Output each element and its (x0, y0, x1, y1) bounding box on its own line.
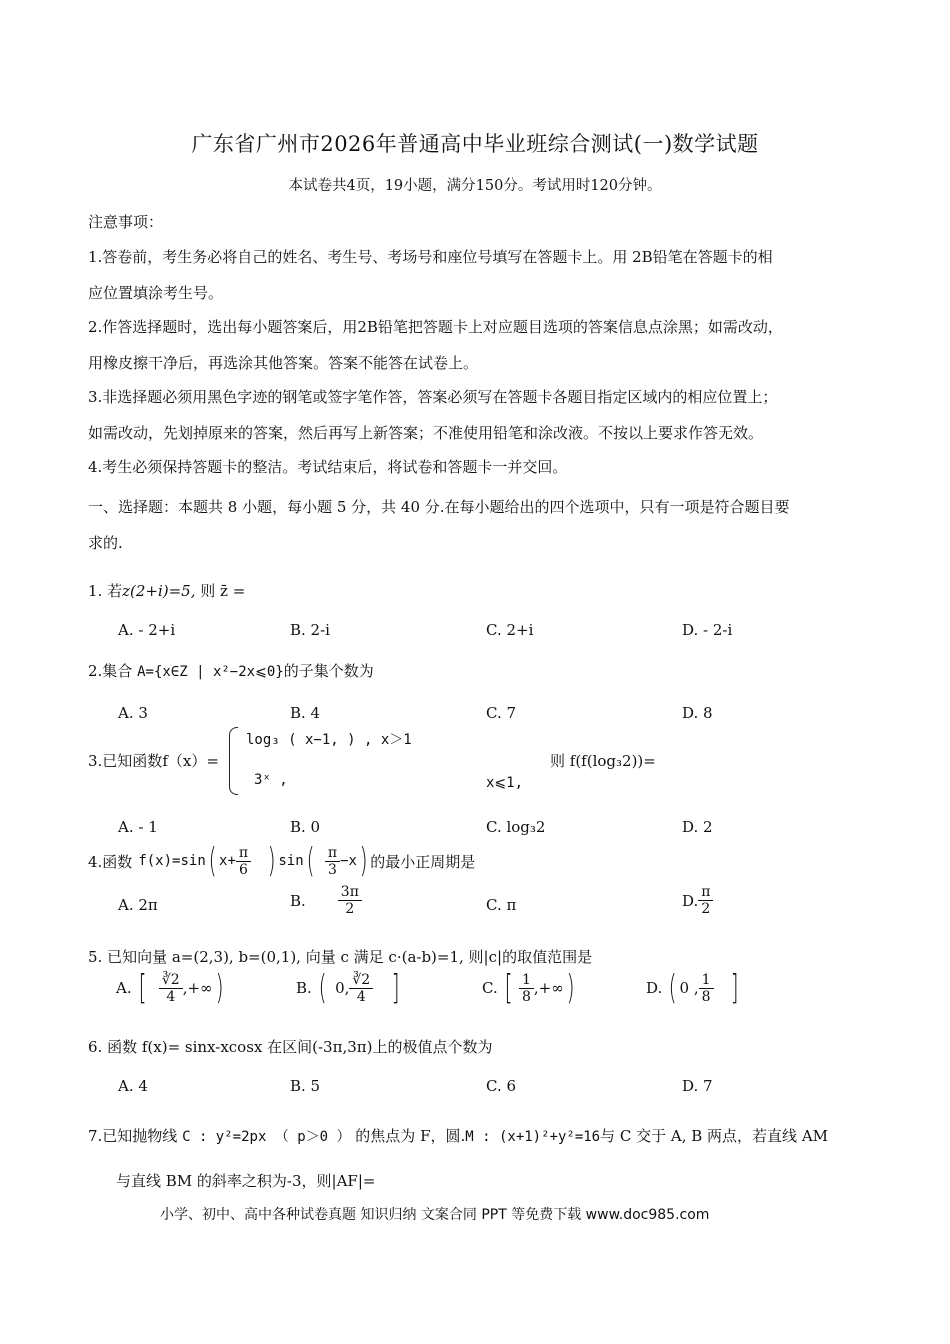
q2-option-d: D. 8 (682, 704, 713, 722)
q7-circle: M : (x+1)²+y²=16 (465, 1129, 601, 1145)
q5-b-num: ∛2 (349, 972, 373, 989)
q5-option-c (482, 966, 577, 1010)
q5-c-tail: ,+∞ (533, 979, 564, 997)
q3-piece-2-cond: x⩽1, (486, 775, 524, 791)
q5-d-label: D. (646, 979, 663, 997)
q3-stem-a: 3.已知函数 (88, 752, 163, 770)
q4-option-c: C. π (486, 896, 517, 914)
q5-a-den: 4 (166, 988, 176, 1005)
q4-d-den: 2 (701, 901, 711, 917)
q5-d-frac (699, 972, 714, 1005)
notice-2a: 2.作答选择题时，选出每小题答案后，用2B铅笔把答题卡上对应题目选项的答案信息点涂黑；如需改动， (88, 318, 783, 336)
q4-stem-a: 4.函数 (88, 852, 133, 871)
q1-option-a: A. - 2+i (118, 621, 176, 639)
q6-option-c: C. 6 (486, 1077, 517, 1095)
notice-3b: 如需改动，先划掉原来的答案，然后再写上新答案；不准使用铅笔和涂改液。不按以上要求作答无效。 (88, 424, 764, 442)
q6-option-a: A. 4 (118, 1077, 148, 1095)
q5-c-label: C. (482, 979, 498, 997)
q4-frac2-den: 3 (328, 861, 337, 878)
page-title: 广东省广州市2026年普通高中毕业班综合测试(一)数学试题 (191, 132, 759, 156)
notice-3a: 3.非选择题必须用黑色字迹的钢笔或签字笔作答，答案必须写在答题卡各题目指定区域内的相应位置上； (88, 388, 778, 406)
q5-d-bracket-close: ] (730, 968, 739, 1008)
q5-a-num: ∛2 (159, 972, 183, 989)
q4-option-d (682, 884, 713, 917)
q4-stem-d: 的最小正周期是 (370, 852, 476, 871)
notice-1b: 应位置填涂考生号。 (88, 284, 224, 302)
q4-sin: sin (278, 853, 304, 869)
notice-2b: 用橡皮擦干净后，再选涂其他答案。答案不能答在试卷上。 (88, 354, 479, 372)
q4-b-num: 3π (338, 884, 362, 901)
q3-stem-b: f（x）= (162, 752, 219, 770)
q3-piece-1: log₃ ( x−1, ) , x＞1 (246, 732, 412, 748)
q2-set: A={x∈Z | x²−2x⩽0} (137, 664, 284, 680)
q5-c-den: 8 (521, 988, 531, 1005)
q5-d-paren-open: ( (668, 968, 677, 1008)
q4-frac-pi-3 (325, 845, 340, 878)
q4-paren-close-2: ) (359, 841, 368, 881)
q6-stem: 6. 函数 f(x)= sinx-xcosx 在区间(-3π,3π)上的极值点个数为 (88, 1038, 493, 1056)
q1-option-c: C. 2+i (486, 621, 534, 639)
q5-d-den: 8 (701, 988, 711, 1005)
q5-a-label: A. (116, 979, 132, 997)
notice-4: 4.考生必须保持答题卡的整洁。考试结束后，将试卷和答题卡一并交回。 (88, 458, 568, 476)
q5-d-num: 1 (699, 972, 714, 989)
q2-stem-a: 2.集合 (88, 662, 138, 680)
q3-stem-c: 则 f(f(log₃2))= (550, 752, 656, 770)
section-heading-a: 一、选择题：本题共 8 小题，每小题 5 分，共 40 分.在每小题给出的四个选项中，只有一项是符合题目要 (88, 498, 790, 516)
footer-text: 小学、初中、高中各种试卷真题 知识归纳 文案合同 PPT 等免费下载 www.doc985.com (160, 1207, 710, 1223)
q3-option-c: C. log₃2 (486, 818, 546, 836)
q2-stem (88, 660, 374, 681)
q3-piece-2: 3ˣ , (254, 772, 288, 788)
q5-b-head: 0, (335, 979, 350, 997)
q5-a-frac (159, 972, 183, 1005)
q4-option-a: A. 2π (118, 896, 158, 914)
q1-stem (88, 580, 245, 601)
q4-option-b-label: B. (290, 891, 306, 910)
q5-a-bracket-open: [ (138, 968, 147, 1008)
q6-option-d: D. 7 (682, 1077, 713, 1095)
q5-c-paren-close: ) (566, 968, 575, 1008)
q7-stem-a: 7.已知抛物线 (88, 1127, 183, 1145)
notice-heading: 注意事项： (88, 213, 164, 231)
q5-a-paren-close: ) (215, 968, 224, 1008)
q3-option-d: D. 2 (682, 818, 713, 836)
q4-stem (88, 839, 475, 883)
q3-option-a: A. - 1 (118, 818, 158, 836)
q4-paren-close-1: ) (267, 841, 276, 881)
q4-option-b-frac (338, 884, 362, 917)
q1-stem-b: z(2+i)=5, (122, 582, 196, 600)
q1-option-b: B. 2-i (290, 621, 330, 639)
q2-option-b: B. 4 (290, 704, 321, 722)
q2-option-a: A. 3 (118, 704, 148, 722)
q5-c-bracket-open: [ (504, 968, 513, 1008)
q5-b-frac (349, 972, 373, 1005)
q3-option-b: B. 0 (290, 818, 321, 836)
q7-stem (88, 1125, 828, 1146)
q4-paren-open-1: ( (208, 841, 217, 881)
q4-option-b (290, 884, 362, 917)
q1-stem-a: 1. 若 (88, 582, 123, 600)
q5-stem: 5. 已知向量 a=(2,3), b=(0,1), 向量 c 满足 c·(a-b)=1, 则|c|的取值范围是 (88, 948, 593, 966)
q4-frac2-num: π (325, 845, 340, 862)
q3-stem (88, 750, 219, 771)
q4-frac1-den: 6 (239, 861, 248, 878)
q1-stem-c: 则 (195, 582, 221, 600)
q5-b-paren-open: ( (318, 968, 327, 1008)
q7-stem-c: 的焦点为 F，圆. (350, 1127, 466, 1145)
q5-d-head: 0 , (679, 979, 699, 997)
q4-option-d-frac (698, 884, 713, 917)
q5-b-bracket-close: ] (391, 968, 400, 1008)
exam-info: 本试卷共4页，19小题，满分150分。考试用时120分钟。 (288, 178, 662, 194)
q5-c-frac (519, 972, 534, 1005)
q4-x-plus: x+ (219, 853, 236, 869)
q4-minus-x: −x (340, 853, 357, 869)
piecewise-brace (229, 727, 238, 795)
notice-1a: 1.答卷前，考生务必将自己的姓名、考生号、考场号和座位号填写在答题卡上。用 2B铅笔在答题卡的相 (88, 248, 773, 266)
q1-option-d: D. - 2-i (682, 621, 733, 639)
q4-option-d-label: D. (682, 891, 699, 910)
q7-stem-f: 与直线 BM 的斜率之积为-3，则|AF|= (116, 1172, 376, 1190)
q5-option-a (116, 966, 226, 1010)
q5-b-den: 4 (356, 988, 366, 1005)
q5-c-num: 1 (519, 972, 534, 989)
q2-stem-c: 的子集个数为 (283, 662, 374, 680)
q4-b-den: 2 (345, 901, 355, 917)
q4-d-num: π (698, 884, 713, 901)
q4-fx: f(x)=sin (138, 853, 206, 869)
q7-stem-e: 与 C 交于 A, B 两点，若直线 AM (600, 1127, 829, 1145)
q1-stem-d: z̄ = (220, 582, 246, 600)
q5-b-label: B. (296, 979, 312, 997)
q4-paren-open-2: ( (306, 841, 315, 881)
q5-option-d (646, 966, 741, 1010)
q5-option-b (296, 966, 402, 1010)
q7-parabola: C : y²=2px （ p＞0 ） (182, 1129, 351, 1145)
q5-a-tail: ,+∞ (182, 979, 213, 997)
q6-option-b: B. 5 (290, 1077, 321, 1095)
q4-frac-pi-6 (236, 845, 251, 878)
q4-frac1-num: π (236, 845, 251, 862)
section-heading-b: 求的. (88, 534, 123, 552)
q2-option-c: C. 7 (486, 704, 517, 722)
